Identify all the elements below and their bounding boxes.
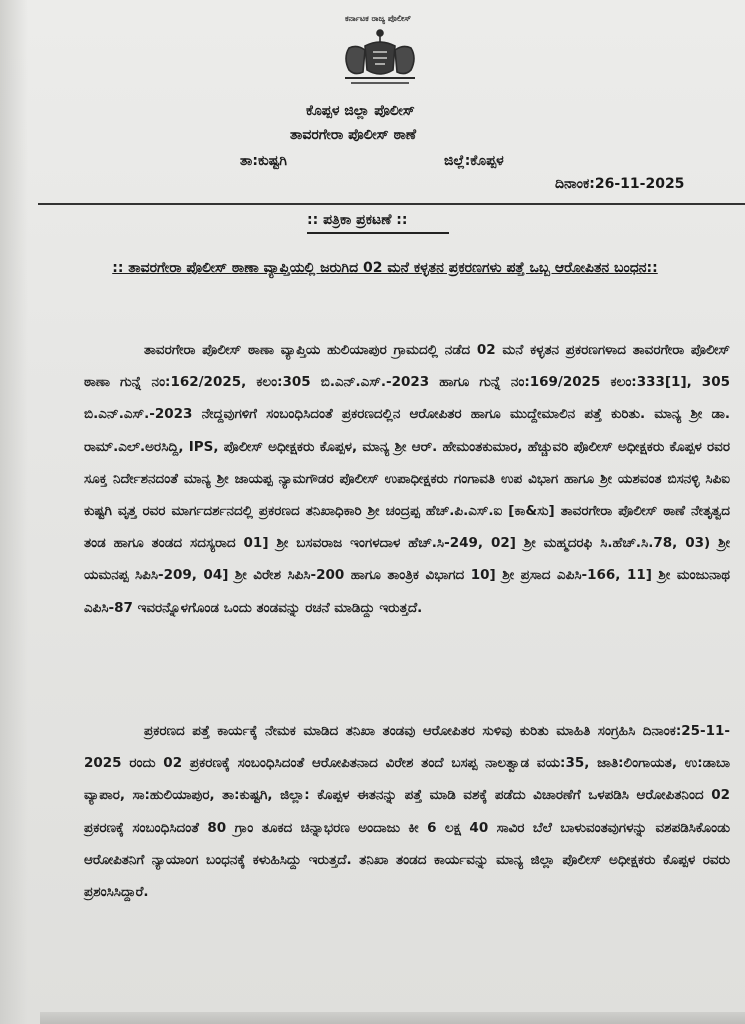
body-paragraph-2: ಪ್ರಕರಣದ ಪತ್ತೆ ಕಾರ್ಯಕ್ಕೆ ನೇಮಕ ಮಾಡಿದ ತನಿಖಾ ತಂಡವು ಆರೋಪಿತರ ಸುಳಿವು ಕುರಿತು ಮಾಹಿತಿ ಸಂಗ್ರಹಿಸಿ ದಿನಾಂಕ:25-11-2025 ರಂದು 02 ಪ್ರಕರಣಕ್ಕೆ ಸಂಬಂಧಿಸಿದಂತೆ ಆರೋಪಿತನಾದ ವಿರೇಶ ತಂದೆ ಬಸಪ್ಪ ನಾಲತ್ವಾಡ ವಯ:35, ಜಾತಿ:ಲಿಂಗಾಯತ, ಉ:ಡಾಬಾ ವ್ಯಾಪಾರ, ಸಾ:ಹುಲಿಯಾಪುರ, ತಾ:ಕುಷ್ಟಗಿ, ಜಿಲ್ಲಾ: ಕೊಪ್ಪಳ ಈತನನ್ನು ಪತ್ತೆ ಮಾಡಿ ವಶಕ್ಕೆ ಪಡೆದು ವಿಚಾರಣೆಗೆ ಒಳಪಡಿಸಿ ಆರೋಪಿತನಿಂದ 02 ಪ್ರಕರಣಕ್ಕೆ ಸಂಬಂಧಿಸಿದಂತೆ 80 ಗ್ರಾಂ ತೂಕದ ಚಿನ್ನಾಭರಣ ಅಂದಾಜು ಕೀ 6 ಲಕ್ಷ 40 ಸಾವಿರ ಬೆಲೆ ಬಾಳುವಂತವುಗಳನ್ನು ವಶಪಡಿಸಿಕೊಂಡು ಆರೋಪಿತನಿಗೆ ನ್ಯಾಯಾಂಗ ಬಂಧನಕ್ಕೆ ಕಳುಹಿಸಿದ್ದು ಇರುತ್ತದೆ. ತನಿಖಾ ತಂಡದ ಕಾರ್ಯವನ್ನು ಮಾನ್ಯ ಜಿಲ್ಲಾ ಪೊಲೀಸ್ ಅಧೀಕ್ಷಕರು ಕೊಪ್ಪಳ ರವರು ಪ್ರಶಂಸಿಸಿದ್ದಾರೆ. <box>84 723 730 901</box>
title-underline <box>307 232 449 234</box>
page-margin-shadow <box>0 0 28 1024</box>
document-date: ದಿನಾಂಕ:26-11-2025 <box>555 176 685 192</box>
station-name: ತಾವರಗೇರಾ ಪೊಲೀಸ್ ಠಾಣೆ <box>290 127 417 143</box>
taluk-label: ತಾ:ಕುಷ್ಟಗಿ <box>240 153 287 169</box>
office-name: ಕೊಪ್ಪಳ ಜಿಲ್ಲಾ ಪೊಲೀಸ್ <box>306 103 415 119</box>
state-emblem-icon <box>335 28 425 88</box>
press-release-title: :: ಪತ್ರಿಕಾ ಪ್ರಕಟಣೆ :: <box>307 212 408 228</box>
press-release-headline: :: ತಾವರಗೇರಾ ಪೊಲೀಸ್ ಠಾಣಾ ವ್ಯಾಪ್ತಿಯಲ್ಲಿ ಜರುಗಿದ 02 ಮನೆ ಕಳ್ಳತನ ಪ್ರಕರಣಗಳು ಪತ್ತೆ ಒಬ್ಬ ಆರೋಪಿತನ ಬಂಧನ:: <box>112 260 658 276</box>
page-bottom-edge <box>40 1012 745 1024</box>
emblem-motto: ಕರ್ನಾಟಕ ರಾಜ್ಯ ಪೊಲೀಸ್ <box>344 14 412 23</box>
district-label: ಜಿಲ್ಲೆ:ಕೊಪ್ಪಳ <box>444 153 504 169</box>
body-paragraph-1: ತಾವರಗೇರಾ ಪೊಲೀಸ್ ಠಾಣಾ ವ್ಯಾಪ್ತಿಯ ಹುಲಿಯಾಪುರ ಗ್ರಾಮದಲ್ಲಿ ನಡೆದ 02 ಮನೆ ಕಳ್ಳತನ ಪ್ರಕರಣಗಳಾದ ತಾವರಗೇರಾ ಪೊಲೀಸ್ ಠಾಣಾ ಗುನ್ನೆ ನಂ:162/2025, ಕಲಂ:305 ಬಿ.ಎನ್.ಎಸ್.-2023 ಹಾಗೂ ಗುನ್ನೆ ನಂ:169/2025 ಕಲಂ:333[1], 305 ಬಿ.ಎನ್.ಎಸ್.-2023 ನೇದ್ದವುಗಳಿಗೆ ಸಂಬಂಧಿಸಿದಂತೆ ಪ್ರಕರಣದಲ್ಲಿನ ಆರೋಪಿತರ ಹಾಗೂ ಮುದ್ದೇಮಾಲಿನ ಪತ್ತೆ ಕುರಿತು. ಮಾನ್ಯ ಶ್ರೀ ಡಾ. ರಾಮ್.ಎಲ್.ಅರಸಿದ್ದಿ, IPS, ಪೊಲೀಸ್ ಅಧೀಕ್ಷಕರು ಕೊಪ್ಪಳ, ಮಾನ್ಯ ಶ್ರೀ ಆರ್. ಹೇಮಂತಕುಮಾರ, ಹೆಚ್ಚುವರಿ ಪೊಲೀಸ್ ಅಧೀಕ್ಷಕರು ಕೊಪ್ಪಳ ರವರ ಸೂಕ್ತ ನಿರ್ದೇಶನದಂತೆ ಮಾನ್ಯ ಶ್ರೀ ಜಾಯಪ್ಪ ನ್ಯಾಮಗೌಡರ ಪೊಲೀಸ್ ಉಪಾಧೀಕ್ಷಕರು ಗಂಗಾವತಿ ಉಪ ವಿಭಾಗ ಹಾಗೂ ಶ್ರೀ ಯಶವಂತ ಬಿಸನಳ್ಳಿ ಸಿಪಿಐ ಕುಷ್ಟಗಿ ವೃತ್ತ ರವರ ಮಾರ್ಗದರ್ಶನದಲ್ಲಿ ಪ್ರಕರಣದ ತನಿಖಾಧಿಕಾರಿ ಶ್ರೀ ಚಂದ್ರಪ್ಪ ಹೆಚ್.ಪಿ.ಎಸ್.ಐ [ಕಾ&ಸು] ತಾವರಗೇರಾ ಪೊಲೀಸ್ ಠಾಣೆ ನೇತೃತ್ವದ ತಂಡ ಹಾಗೂ ತಂಡದ ಸದಸ್ಯರಾದ 01] ಶ್ರೀ ಬಸವರಾಜ ಇಂಗಳದಾಳ ಹೆಚ್.ಸಿ-249, 02] ಶ್ರೀ ಮಹ್ಮದರಫಿ ಸಿ.ಹೆಚ್.ಸಿ.78, 03) ಶ್ರೀ ಯಮನಪ್ಪ ಸಿಪಿಸಿ-209, 04] ಶ್ರೀ ವಿರೇಶ ಸಿಪಿಸಿ-200 ಹಾಗೂ ತಾಂತ್ರಿಕ ವಿಭಾಗದ 10] ಶ್ರೀ ಪ್ರಸಾದ ಎಪಿಸಿ-166, 11] ಶ್ರೀ ಮಂಜುನಾಥ ಎಪಿಸಿ-87 ಇವರನ್ನೊಳಗೊಂಡ ಒಂದು ತಂಡವನ್ನು ರಚನೆ ಮಾಡಿದ್ದು ಇರುತ್ತದೆ. <box>84 342 730 616</box>
header-divider <box>38 203 745 205</box>
